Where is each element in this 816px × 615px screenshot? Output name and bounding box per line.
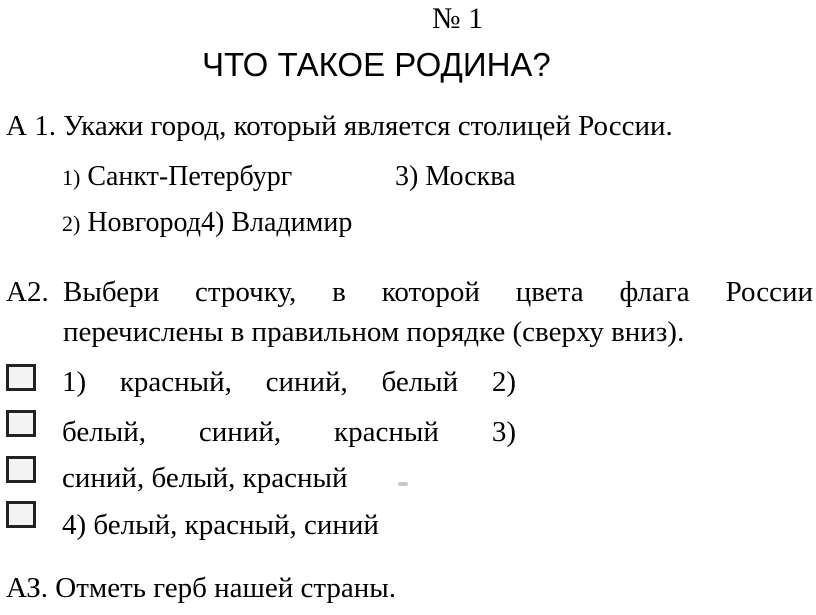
- q1-option-4-text: Владимир: [231, 207, 353, 238]
- answer-checkbox-1[interactable]: [6, 364, 36, 391]
- question-1-text: Укажи город, который является столицей России.: [63, 110, 673, 142]
- q1-option-4-number: 4): [201, 207, 225, 238]
- question-3-text: Отметь герб нашей страны.: [55, 572, 397, 604]
- q1-option-1[interactable]: [62, 161, 292, 193]
- q1-option-1-number: 1): [62, 165, 81, 190]
- q1-option-2[interactable]: [62, 207, 352, 239]
- page-title: ЧТО ТАКОЕ РОДИНА?: [202, 46, 551, 83]
- question-3-label: АЗ.: [6, 572, 48, 604]
- q2-option-line-2[interactable]: белый, синий, красный 3): [62, 416, 516, 448]
- question-2-line-2: перечислены в правильном порядке (сверху вниз).: [63, 316, 685, 348]
- q1-option-4[interactable]: [201, 207, 352, 238]
- q1-option-3-text: Москва: [425, 161, 516, 192]
- scan-speck: [398, 482, 408, 486]
- q1-option-3-number: 3): [395, 161, 419, 192]
- q2-option-line-1[interactable]: 1) красный, синий, белый 2): [62, 366, 516, 398]
- question-1-label: А 1.: [6, 110, 56, 142]
- answer-checkbox-4[interactable]: [6, 501, 36, 528]
- q2-option-line-4[interactable]: 4) белый, красный, синий: [62, 509, 379, 541]
- q1-option-2-number: 2): [62, 211, 81, 236]
- question-2-line-1: Выбери строчку, в которой цвета флага России: [63, 276, 813, 308]
- question-3: [6, 572, 396, 605]
- question-2-label: А2.: [6, 276, 49, 308]
- question-1: [6, 110, 673, 143]
- q1-option-3[interactable]: [395, 161, 516, 193]
- q1-option-2-text: Новгород: [87, 207, 201, 238]
- q1-option-1-text: Санкт-Петербург: [87, 161, 293, 192]
- answer-checkbox-2[interactable]: [6, 410, 36, 437]
- answer-checkbox-3[interactable]: [6, 456, 36, 483]
- q2-option-line-3[interactable]: синий, белый, красный: [62, 462, 348, 494]
- task-number: № 1: [432, 2, 484, 35]
